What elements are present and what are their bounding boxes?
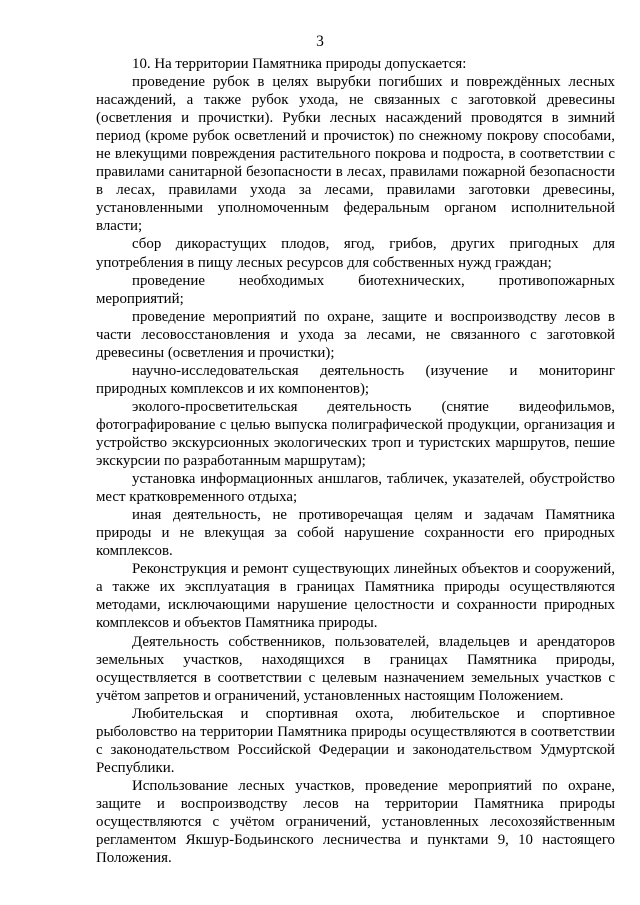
permitted-item-forest-protection: проведение мероприятий по охране, защите и воспроизводству лесов в части лесовосстановления и ухода за лесами, не связанного с заготовкой древесины (осветления и прочистки); (96, 308, 615, 361)
permitted-item-biotechnical: проведение необходимых биотехнических, противопожарных мероприятий; (96, 272, 615, 307)
page-number: 3 (316, 33, 324, 50)
hunting-fishing-paragraph: Любительская и спортивная охота, любительское и спортивное рыболовство на территории Памятника природы осуществляются в соответствии с законодательством Российской Федерации и законодательством Удмуртской Республики. (96, 705, 615, 776)
section-10-heading: 10. На территории Памятника природы допускается: (132, 56, 467, 72)
permitted-item-research: научно-исследовательская деятельность (изучение и мониторинг природных комплексов и их компонентов); (96, 362, 615, 397)
permitted-item-felling: проведение рубок в целях вырубки погибших и повреждённых лесных насаждений, а также рубок ухода, не связанных с заготовкой древесины (осветления и прочистки). Рубки лесных насаждений проводятся в зимний период (кроме рубок осветлений и прочисток) по снежному покрову способами, не влекущими повреждения растительного покрова и подроста, в соответствии с правилами санитарной безопасности в лесах, правилами пожарной безопасности в лесах, правилами ухода за лесами, правилами заготовки древесины, установленными уполномоченным федеральным органом исполнительной власти; (96, 74, 615, 235)
reconstruction-paragraph: Реконструкция и ремонт существующих линейных объектов и сооружений, а также их эксплуатация в границах Памятника природы осуществляются методами, исключающими нарушение целостности и сохранности природных комплексов и объектов Памятника природы. (96, 561, 615, 632)
landowners-paragraph: Деятельность собственников, пользователей, владельцев и арендаторов земельных участков, находящихся в границах Памятника природы, осуществляется в соответствии с целевым назначением земельных участков с учётом запретов и ограничений, установленных настоящим Положением. (96, 633, 615, 704)
permitted-item-gathering: сбор дикорастущих плодов, ягод, грибов, других пригодных для употребления в пищу лесных ресурсов для собственных нужд граждан; (96, 236, 615, 271)
forest-use-paragraph: Использование лесных участков, проведение мероприятий по охране, защите и воспроизводству лесов на территории Памятника природы осуществляются с учётом ограничений, установленных лесохозяйственным регламентом Якшур-Бодьинского лесничества и пунктами 9, 10 настоящего Положения. (96, 777, 615, 867)
permitted-item-signage: установка информационных аншлагов, табличек, указателей, обустройство мест кратковременного отдыха; (96, 471, 615, 506)
permitted-item-education: эколого-просветительская деятельность (снятие видеофильмов, фотографирование с целью выпуска полиграфической продукции, организация и устройство экскурсионных экологических троп и туристских маршрутов, пешие экскурсии по разработанным маршрутам); (96, 398, 615, 470)
permitted-item-other: иная деятельность, не противоречащая целям и задачам Памятника природы и не влекущая за собой нарушение сохранности его природных комплексов. (96, 507, 615, 560)
document-body (96, 55, 615, 867)
